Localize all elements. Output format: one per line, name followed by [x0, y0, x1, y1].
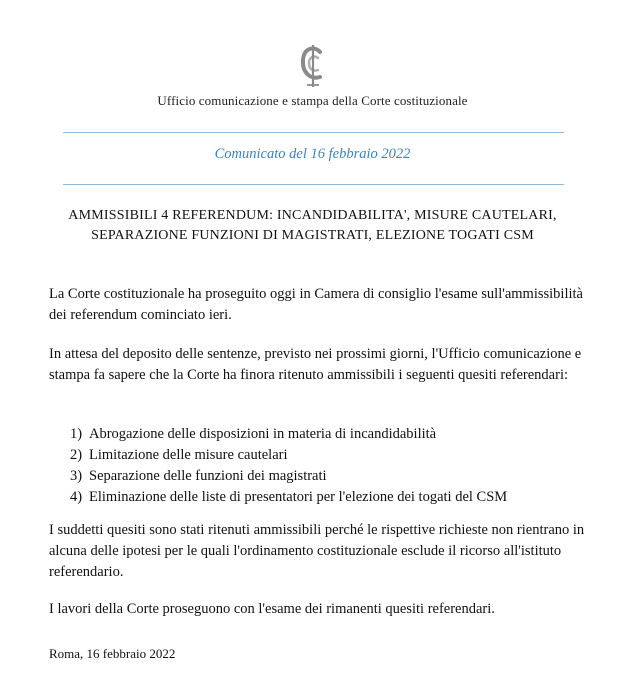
list-item — [70, 487, 590, 508]
press-title-line-1: AMMISSIBILI 4 REFERENDUM: INCANDIDABILITA', MISURE CAUTELARI, — [68, 208, 557, 223]
list-item-text: Separazione delle funzioni dei magistrati — [89, 468, 327, 484]
paragraph-intro: La Corte costituzionale ha proseguito oggi in Camera di consiglio l'esame sull'ammissibilità dei referendum cominciato ieri. — [49, 286, 583, 323]
office-name: Ufficio comunicazione e stampa della Corte costituzionale — [157, 93, 468, 108]
list-item-number: 3) — [70, 468, 83, 484]
list-item-number: 4) — [70, 489, 83, 505]
list-item-number: 1) — [70, 426, 83, 442]
comunicato-date: Comunicato del 16 febbraio 2022 — [214, 146, 411, 162]
list-item-number: 2) — [70, 447, 83, 463]
press-title-line-2: SEPARAZIONE FUNZIONI DI MAGISTRATI, ELEZIONE TOGATI CSM — [91, 228, 534, 243]
paragraph-closing: I lavori della Corte proseguono con l'esame dei rimanenti quesiti referendari. — [49, 601, 495, 617]
header-divider-top — [63, 132, 564, 133]
referendum-list — [70, 424, 590, 508]
list-item-text: Abrogazione delle disposizioni in materia di incandidabilità — [89, 426, 437, 442]
list-item-text: Limitazione delle misure cautelari — [89, 447, 288, 463]
header-divider-bottom — [63, 184, 564, 185]
paragraph-explanation: I suddetti quesiti sono stati ritenuti ammissibili perché le rispettive richieste non rientrano in alcuna delle ipotesi per le quali l'ordinamento costituzionale esclude il ricorso all'istituto referendario. — [49, 522, 585, 580]
list-item — [70, 424, 590, 445]
list-item-text: Eliminazione delle liste di presentatori per l'elezione dei togati del CSM — [89, 489, 508, 505]
signature-date: Roma, 16 febbraio 2022 — [49, 646, 176, 661]
list-item — [70, 445, 590, 466]
corte-costituzionale-logo-icon — [298, 44, 328, 88]
list-item — [70, 466, 590, 487]
paragraph-announcement: In attesa del deposito delle sentenze, previsto nei prossimi giorni, l'Ufficio comunicazione e stampa fa sapere che la Corte ha finora ritenuto ammissibili i seguenti quesiti referendari: — [49, 346, 582, 383]
